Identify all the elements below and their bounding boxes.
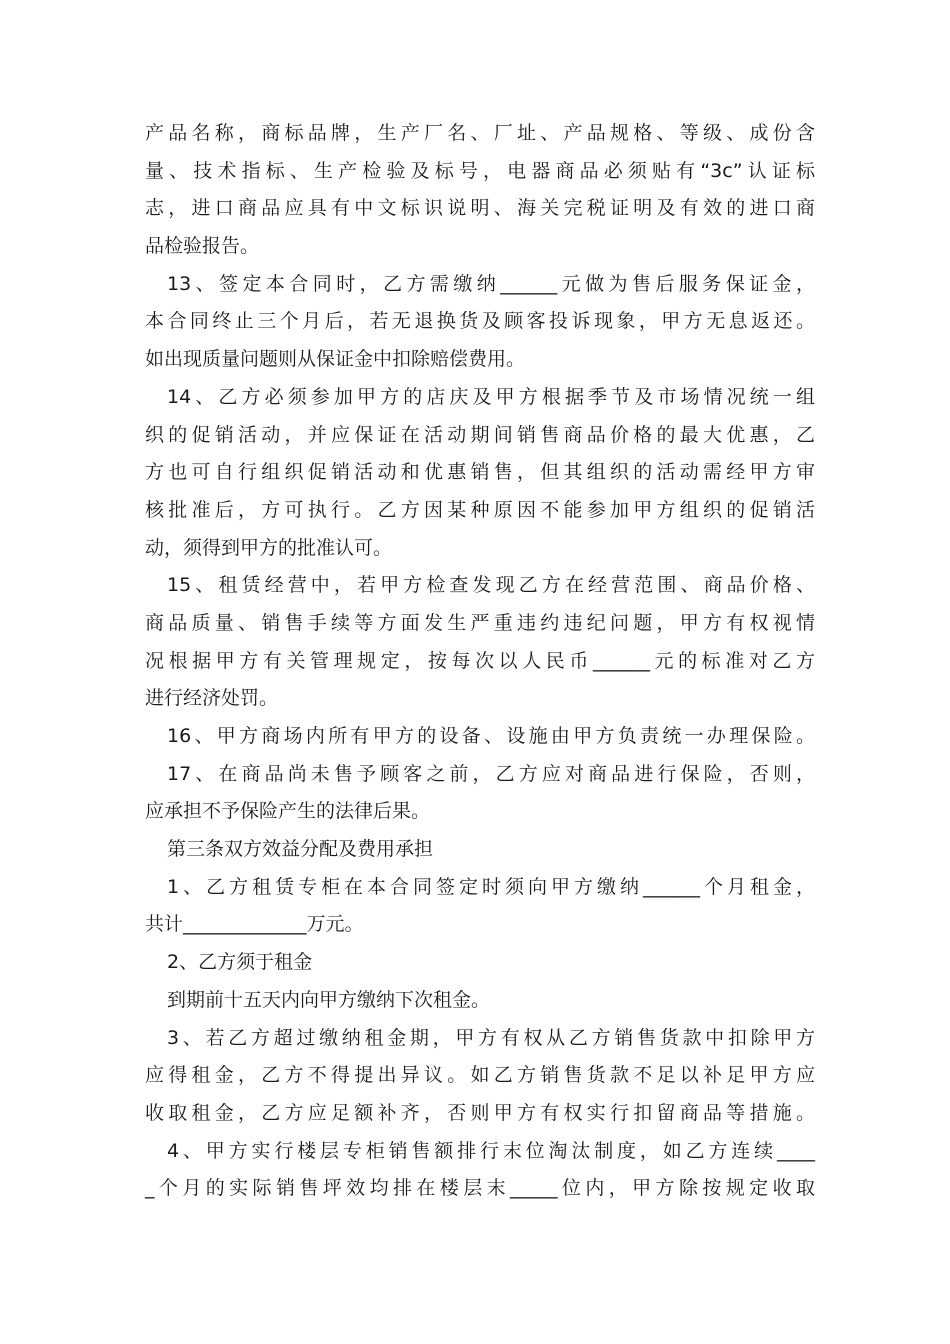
text-line: 进行经济处罚。	[145, 687, 279, 710]
text-line: 方也可自行组织促销活动和优惠销售，但其组织的活动需经甲方审	[145, 461, 815, 484]
text-line: 1、乙方租赁专柜在本合同签定时须向甲方缴纳______个月租金，	[167, 875, 815, 898]
text-line: 13、签定本合同时，乙方需缴纳______元做为售后服务保证金，	[167, 272, 815, 295]
text-line: 应承担不予保险产生的法律后果。	[145, 800, 431, 823]
text-line: 2、乙方须于租金	[167, 951, 313, 974]
text-line: 共计_____________万元。	[145, 913, 364, 936]
text-line: 量、技术指标、生产检验及标号，电器商品必须贴有“3c”认证标	[145, 159, 815, 182]
contract-body	[145, 115, 815, 1208]
text-line: 16、甲方商场内所有甲方的设备、设施由甲方负责统一办理保险。	[167, 725, 815, 747]
text-line: 动，须得到甲方的批准认可。	[145, 536, 393, 559]
text-line: 15、租赁经营中，若甲方检查发现乙方在经营范围、商品价格、	[167, 574, 815, 597]
text-line: 产品名称，商标品牌，生产厂名、厂址、产品规格、等级、成份含	[145, 122, 815, 144]
text-line: 收取租金，乙方应足额补齐，否则甲方有权实行扣留商品等措施。	[145, 1101, 815, 1124]
text-line: 如出现质量问题则从保证金中扣除赔偿费用。	[145, 348, 526, 371]
text-line: 应得租金，乙方不得提出异议。如乙方销售货款不足以补足甲方应	[145, 1064, 815, 1087]
text-line: _个月的实际销售坪效均排在楼层末_____位内，甲方除按规定收取	[145, 1177, 815, 1200]
text-line: 志，进口商品应具有中文标识说明、海关完税证明及有效的进口商	[145, 197, 815, 220]
text-line: 17、在商品尚未售予顾客之前，乙方应对商品进行保险，否则，	[167, 762, 815, 785]
text-line: 本合同终止三个月后，若无退换货及顾客投诉现象，甲方无息返还。	[145, 310, 815, 333]
text-line: 商品质量、销售手续等方面发生严重违约违纪问题，甲方有权视情	[145, 611, 815, 634]
text-line: 4、甲方实行楼层专柜销售额排行末位淘汰制度，如乙方连续____	[167, 1139, 815, 1162]
text-line: 14、乙方必须参加甲方的店庆及甲方根据季节及市场情况统一组	[167, 385, 815, 408]
text-line: 织的促销活动，并应保证在活动期间销售商品价格的最大优惠，乙	[145, 423, 815, 446]
text-line: 第三条双方效益分配及费用承担	[167, 838, 434, 861]
text-line: 核批准后，方可执行。乙方因某种原因不能参加甲方组织的促销活	[145, 498, 815, 521]
text-line: 到期前十五天内向甲方缴纳下次租金。	[167, 988, 491, 1011]
text-line: 况根据甲方有关管理规定，按每次以人民币______元的标准对乙方	[145, 649, 815, 672]
text-line: 3、若乙方超过缴纳租金期，甲方有权从乙方销售货款中扣除甲方	[167, 1026, 815, 1049]
text-line: 品检验报告。	[145, 235, 260, 258]
